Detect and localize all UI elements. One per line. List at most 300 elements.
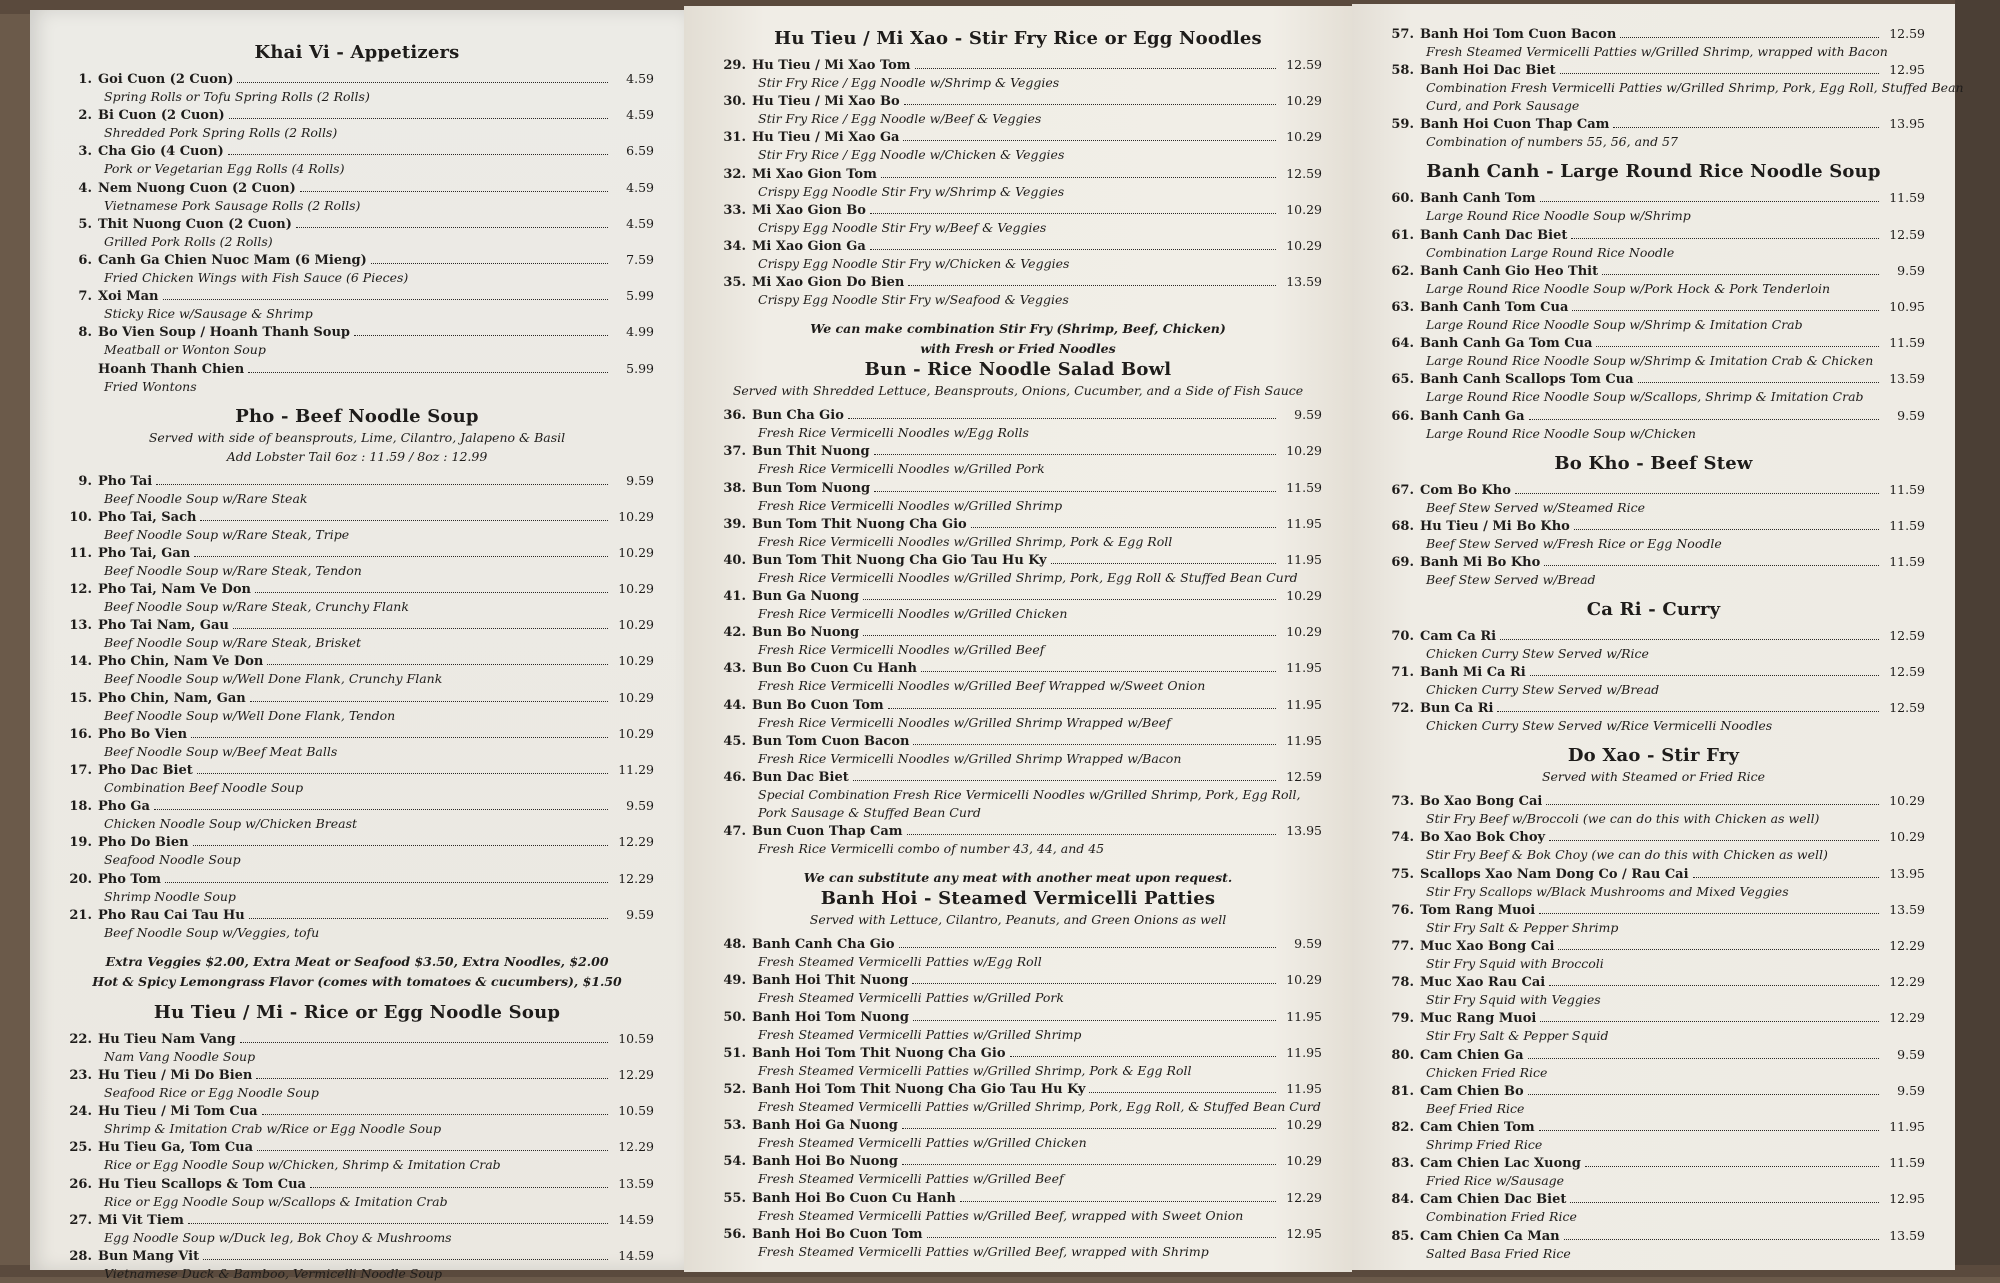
menu-item <box>1382 1228 1925 1263</box>
item-description: Stir Fry Salt & Pepper Squid <box>1426 1028 1609 1044</box>
item-price: 11.59 <box>1889 481 1925 497</box>
dot-leader <box>193 845 608 846</box>
menu-item <box>1382 829 1925 864</box>
dot-leader <box>881 177 1276 178</box>
item-number: 65. <box>1391 372 1414 388</box>
item-price: 9.59 <box>1897 1046 1925 1062</box>
menu-item <box>714 769 1322 822</box>
item-price: 12.59 <box>1286 57 1322 72</box>
item-number: 70. <box>1391 628 1414 644</box>
item-description: Fresh Rice Vermicelli Noodles w/Grilled Shrimp <box>758 497 1063 513</box>
item-name: Hu Tieu / Mi Tom Cua <box>98 1104 258 1120</box>
item-name: Bo Vien Soup / Hoanh Thanh Soup <box>98 325 351 341</box>
dot-leader <box>848 418 1276 419</box>
dot-leader <box>1560 73 1879 74</box>
item-number: 25. <box>69 1140 92 1156</box>
item-number: 83. <box>1391 1156 1414 1172</box>
dot-leader <box>1530 675 1879 676</box>
section-title: Pho - Beef Noodle Soup <box>235 405 479 427</box>
item-description: Stir Fry Salt & Pepper Shrimp <box>1426 919 1619 935</box>
dot-leader <box>853 780 1276 781</box>
item-price: 12.29 <box>1286 1189 1322 1205</box>
item-name: Cam Chien Bo <box>1420 1083 1524 1099</box>
item-description: Rice or Egg Noodle Soup w/Scallops & Imitation Crab <box>104 1193 448 1209</box>
item-description: Stir Fry Squid with Broccoli <box>1426 956 1604 971</box>
item-price: 12.29 <box>618 870 654 886</box>
item-name: Hu Tieu / Mi Xao Ga <box>752 130 900 146</box>
item-number: 30. <box>723 94 746 110</box>
item-description: Fresh Rice Vermicelli Noodles w/Grilled Chicken <box>758 606 1068 622</box>
menu-section <box>1382 26 1964 151</box>
item-name: Hu Tieu Scallops & Tom Cua <box>98 1176 306 1192</box>
menu-item <box>1382 1155 1925 1190</box>
dot-leader <box>1638 382 1879 383</box>
item-description: Shredded Pork Spring Rolls (2 Rolls) <box>104 125 338 141</box>
menu-item <box>714 407 1322 442</box>
dot-leader <box>257 1150 608 1151</box>
item-price: 12.59 <box>1889 700 1925 716</box>
item-description: Chicken Curry Stew Served w/Rice Vermicelli Noodles <box>1426 718 1773 734</box>
menu-item-row <box>714 1045 1322 1062</box>
item-description: Chicken Fried Rice <box>1426 1064 1548 1080</box>
menu-item <box>714 588 1322 623</box>
item-name: Mi Xao Gion Bo <box>752 202 866 218</box>
dot-leader <box>874 491 1276 492</box>
background-right-edge <box>1955 0 2000 1277</box>
dot-leader <box>200 520 608 521</box>
item-price: 10.29 <box>618 581 654 597</box>
dot-leader <box>927 1237 1277 1238</box>
item-number: 61. <box>1391 227 1414 243</box>
item-name: Pho Tai, Sach <box>98 509 197 525</box>
item-number: 80. <box>1391 1047 1414 1063</box>
dot-leader <box>1010 1056 1276 1057</box>
item-name: Banh Mi Ca Ri <box>1420 665 1526 681</box>
item-price: 4.59 <box>626 107 654 123</box>
item-name: Hu Tieu / Mi Do Bien <box>98 1067 253 1083</box>
item-number: 76. <box>1391 902 1414 918</box>
item-description: Stir Fry Rice / Egg Noodle w/Chicken & Veggies <box>758 147 1065 163</box>
dot-leader <box>250 701 608 702</box>
item-price: 4.59 <box>626 71 654 86</box>
menu-item-row <box>714 443 1322 460</box>
item-name: Bun Tom Nuong <box>752 480 871 496</box>
item-name: Banh Canh Scallops Tom Cua <box>1420 372 1634 388</box>
menu-item <box>60 107 654 142</box>
section-title: Ca Ri - Curry <box>1586 598 1721 620</box>
item-description: Fresh Steamed Vermicelli Patties w/Grilled Shrimp, wrapped with Bacon <box>1426 44 1888 59</box>
dot-leader <box>229 118 608 119</box>
dot-leader <box>188 1223 608 1224</box>
item-name: Pho Do Bien <box>98 835 189 851</box>
dot-leader <box>902 1128 1276 1129</box>
item-number: 57. <box>1391 27 1414 42</box>
dot-leader <box>1539 913 1879 914</box>
menu-item-row <box>1382 1047 1925 1064</box>
item-price: 4.59 <box>626 215 654 231</box>
item-description: Large Round Rice Noodle Soup w/Scallops, Shrimp & Imitation Crab <box>1426 389 1864 405</box>
menu-section <box>60 1002 654 1283</box>
item-price: 11.59 <box>1889 517 1925 533</box>
menu-section <box>1382 599 1925 735</box>
menu-item-row <box>714 552 1322 569</box>
item-name: Bun Cha Gio <box>752 408 844 424</box>
dot-leader <box>874 454 1276 455</box>
item-price: 10.29 <box>1286 588 1322 604</box>
item-price: 10.29 <box>1889 793 1925 809</box>
menu-item-row <box>60 1139 654 1156</box>
item-price: 14.59 <box>618 1211 654 1227</box>
menu-item <box>60 288 654 323</box>
menu-item <box>60 798 654 833</box>
item-number: 33. <box>723 202 746 218</box>
item-name: Pho Tai, Nam Ve Don <box>98 582 251 598</box>
dot-leader <box>354 335 608 336</box>
menu-item-list <box>60 473 654 942</box>
menu-item <box>1382 628 1925 663</box>
item-name: Bun Ca Ri <box>1420 701 1494 717</box>
item-price: 11.95 <box>1286 1008 1322 1024</box>
menu-item-row <box>714 480 1322 497</box>
item-name: Bun Mang Vit <box>98 1248 200 1264</box>
item-name: Banh Canh Cha Gio <box>752 937 895 953</box>
menu-item <box>60 216 654 251</box>
dot-leader <box>1540 201 1879 202</box>
item-description: Beef Fried Rice <box>1426 1100 1525 1116</box>
dot-leader <box>296 227 608 228</box>
item-price: 13.59 <box>1889 1227 1925 1243</box>
menu-item-row <box>1382 902 1925 919</box>
dot-leader <box>904 104 1276 105</box>
menu-item-row <box>1382 700 1925 717</box>
dot-leader <box>1540 1021 1879 1022</box>
menu-item-row <box>1382 628 1925 645</box>
dot-leader <box>1515 493 1879 494</box>
menu-item-list <box>60 71 654 396</box>
item-name: Banh Hoi Tom Cuon Bacon <box>1420 27 1617 42</box>
item-description: Egg Noodle Soup w/Duck leg, Bok Choy & Mushrooms <box>104 1229 452 1245</box>
dot-leader <box>1549 840 1879 841</box>
item-description: Beef Noodle Soup w/Well Done Flank, Crunchy Flank <box>104 671 443 687</box>
item-description: Crispy Egg Noodle Stir Fry w/Shrimp & Veggies <box>758 183 1065 199</box>
item-price: 12.29 <box>1889 1010 1925 1026</box>
menu-item-row <box>714 823 1322 840</box>
item-number: 20. <box>69 871 92 887</box>
item-name: Banh Canh Tom Cua <box>1420 299 1569 315</box>
menu-item-row <box>714 660 1322 677</box>
dot-leader <box>921 671 1276 672</box>
item-description: Stir Fry Beef w/Broccoli (we can do this with Chicken as well) <box>1426 811 1820 827</box>
item-number: 84. <box>1391 1192 1414 1208</box>
item-number: 58. <box>1391 63 1414 79</box>
item-number: 37. <box>723 444 746 460</box>
item-name: Hu Tieu / Mi Bo Kho <box>1420 518 1570 534</box>
dot-leader <box>1693 877 1879 878</box>
item-price: 11.95 <box>1889 1118 1925 1134</box>
item-price: 13.95 <box>1889 865 1925 881</box>
item-price: 10.59 <box>618 1030 654 1046</box>
dot-leader <box>163 299 609 300</box>
menu-item <box>714 57 1322 92</box>
item-name: Bun Ga Nuong <box>752 589 860 605</box>
menu-item-row <box>1382 518 1925 535</box>
menu-item <box>60 690 654 725</box>
item-description: Fried Chicken Wings with Fish Sauce (6 Pieces) <box>104 269 409 285</box>
menu-item-row <box>60 1103 654 1120</box>
item-name: Mi Xao Gion Ga <box>752 238 866 254</box>
section-note: Served with side of beansprouts, Lime, Cilantro, Jalapeno & Basil <box>148 429 566 445</box>
item-price: 11.59 <box>1286 479 1322 495</box>
menu-item <box>1382 700 1925 735</box>
section-footer-note: We can make combination Stir Fry (Shrimp, Beef, Chicken) <box>810 321 1226 337</box>
menu-item-row <box>60 581 654 598</box>
item-price: 11.59 <box>1889 1155 1925 1171</box>
item-name: Cam Chien Dac Biet <box>1420 1192 1567 1208</box>
item-description: Fresh Steamed Vermicelli Patties w/Grilled Beef, wrapped with Sweet Onion <box>758 1207 1244 1223</box>
section-note: Served with Lettuce, Cilantro, Peanuts, and Green Onions as well <box>809 912 1227 928</box>
item-name: Nem Nuong Cuon (2 Cuon) <box>98 180 296 196</box>
item-description: Combination Fried Rice <box>1426 1209 1577 1225</box>
item-price: 10.29 <box>1286 1153 1322 1169</box>
menu-item-row <box>714 588 1322 605</box>
menu-item <box>60 361 654 396</box>
section-footer-note: Hot & Spicy Lemongrass Flavor (comes with tomatoes & cucumbers), $1.50 <box>92 973 622 989</box>
item-price: 12.29 <box>1889 938 1925 953</box>
item-description: Fresh Rice Vermicelli combo of number 43, 44, and 45 <box>758 841 1105 857</box>
menu-item <box>1382 371 1925 406</box>
dot-leader <box>1528 1094 1879 1095</box>
item-description: Crispy Egg Noodle Stir Fry w/Seafood & Veggies <box>758 292 1069 308</box>
menu-item-row <box>60 1067 654 1084</box>
section-title: Bun - Rice Noodle Salad Bowl <box>864 359 1172 381</box>
item-price: 12.59 <box>1889 26 1925 41</box>
menu-item <box>1382 227 1925 262</box>
item-price: 10.29 <box>618 544 654 560</box>
menu-item <box>60 324 654 359</box>
menu-item-row <box>60 871 654 888</box>
menu-item <box>714 238 1322 273</box>
menu-item <box>1382 518 1925 553</box>
menu-item-row <box>1382 190 1925 207</box>
item-number: 52. <box>723 1081 746 1097</box>
item-price: 13.59 <box>1286 274 1322 290</box>
menu-item-row <box>714 1081 1322 1098</box>
dot-leader <box>267 664 608 665</box>
menu-item-row <box>60 361 654 378</box>
item-description: Fresh Rice Vermicelli Noodles w/Grilled Pork <box>758 461 1045 477</box>
menu-section <box>1382 161 1925 442</box>
item-number: 5. <box>78 216 92 232</box>
menu-item-list <box>1382 26 1964 151</box>
menu-item <box>60 71 654 106</box>
dot-leader <box>191 737 608 738</box>
dot-leader <box>1089 1092 1276 1093</box>
item-price: 10.29 <box>618 508 654 524</box>
dot-leader <box>1539 1130 1879 1131</box>
dot-leader <box>1528 1058 1879 1059</box>
item-description: Stir Fry Squid with Veggies <box>1426 992 1601 1008</box>
menu-item-list <box>714 407 1322 858</box>
item-description: Beef Noodle Soup w/Rare Steak, Brisket <box>104 635 361 651</box>
menu-item-row <box>60 798 654 815</box>
menu-item-list <box>714 936 1322 1261</box>
item-name: Pho Ga <box>98 799 150 815</box>
section-title: Hu Tieu / Mi - Rice or Egg Noodle Soup <box>153 1001 561 1023</box>
item-description: Stir Fry Rice / Egg Noodle w/Shrimp & Veggies <box>758 75 1060 90</box>
menu-item-row <box>1382 116 1925 133</box>
section-title: Do Xao - Stir Fry <box>1567 745 1740 767</box>
item-price: 10.29 <box>618 617 654 633</box>
item-price: 10.29 <box>1286 129 1322 145</box>
menu-item <box>1382 299 1925 334</box>
menu-item-row <box>714 57 1322 74</box>
item-name: Bun Bo Nuong <box>752 625 860 641</box>
menu-item <box>60 726 654 761</box>
menu-item <box>60 1139 654 1174</box>
section-title: Banh Hoi - Steamed Vermicelli Patties <box>820 888 1216 910</box>
menu-item <box>1382 116 1925 151</box>
menu-item-row <box>714 407 1322 424</box>
item-price: 9.59 <box>626 906 654 922</box>
menu-item-row <box>1382 974 1925 991</box>
item-description: Beef Noodle Soup w/Rare Steak, Tripe <box>104 526 350 542</box>
item-price: 13.95 <box>1889 116 1925 132</box>
dot-leader <box>194 556 608 557</box>
item-number: 66. <box>1391 408 1414 424</box>
item-description: Chicken Curry Stew Served w/Bread <box>1426 682 1660 698</box>
menu-item-row <box>60 71 654 88</box>
item-name: Goi Cuon (2 Cuon) <box>98 72 234 87</box>
item-number: 81. <box>1391 1083 1414 1099</box>
item-price: 10.29 <box>1286 624 1322 640</box>
item-price: 11.95 <box>1286 660 1322 676</box>
menu-section <box>1382 745 1925 1262</box>
menu-item-row <box>1382 26 1925 43</box>
item-name: Banh Hoi Tom Nuong <box>752 1009 909 1025</box>
item-description: Fresh Steamed Vermicelli Patties w/Egg Roll <box>758 954 1042 970</box>
menu-item-row <box>714 1009 1322 1026</box>
item-name: Mi Vit Tiem <box>98 1212 184 1228</box>
item-name: Muc Rang Muoi <box>1420 1011 1537 1027</box>
item-name: Hu Tieu / Mi Xao Bo <box>752 94 900 110</box>
menu-item <box>1382 1083 1925 1118</box>
item-price: 10.29 <box>1286 1117 1322 1133</box>
item-description: Fresh Rice Vermicelli Noodles w/Grilled Shrimp Wrapped w/Bacon <box>758 750 1182 766</box>
dot-leader <box>915 68 1276 69</box>
item-name: Banh Hoi Dac Biet <box>1420 63 1556 79</box>
menu-item-row <box>1382 335 1925 352</box>
menu-item <box>60 509 654 544</box>
item-number: 6. <box>78 252 92 268</box>
item-name: Banh Hoi Bo Cuon Cu Hanh <box>752 1190 956 1206</box>
dot-leader <box>256 1078 608 1079</box>
item-price: 11.29 <box>618 762 654 777</box>
item-number: 46. <box>723 770 746 785</box>
item-name: Hu Tieu Ga, Tom Cua <box>98 1140 254 1156</box>
dot-leader <box>960 1201 1276 1202</box>
menu-item <box>60 617 654 652</box>
menu-item <box>1382 26 1925 61</box>
item-number: 28. <box>69 1248 92 1264</box>
item-number: 43. <box>723 661 746 677</box>
menu-item <box>60 1176 654 1211</box>
menu-item <box>714 1045 1322 1080</box>
item-price: 10.29 <box>1286 201 1322 217</box>
dot-leader <box>233 628 608 629</box>
item-number: 68. <box>1391 518 1414 534</box>
item-price: 12.59 <box>1889 226 1925 242</box>
item-price: 12.95 <box>1889 1191 1925 1207</box>
menu-item-row <box>60 653 654 670</box>
menu-item-row <box>60 216 654 233</box>
item-description: Crispy Egg Noodle Stir Fry w/Beef & Veggies <box>758 219 1047 235</box>
item-name: Pho Dac Biet <box>98 763 193 778</box>
item-number: 60. <box>1391 191 1414 207</box>
menu-item-row <box>60 1212 654 1229</box>
item-description: Shrimp & Imitation Crab w/Rice or Egg Noodle Soup <box>104 1121 442 1137</box>
item-name: Banh Hoi Thit Nuong <box>752 973 909 989</box>
item-description: Large Round Rice Noodle Soup w/Shrimp & Imitation Crab <box>1426 316 1803 332</box>
item-number: 44. <box>723 697 746 713</box>
item-description: Fried Wontons <box>104 378 197 394</box>
item-description: Combination Large Round Rice Noodle <box>1426 244 1675 260</box>
item-name: Cam Chien Ga <box>1420 1047 1524 1063</box>
menu-item-row <box>60 690 654 707</box>
item-name: Cam Chien Lac Xuong <box>1420 1156 1581 1172</box>
item-number: 2. <box>78 108 92 124</box>
item-description: Fried Rice w/Sausage <box>1426 1173 1565 1189</box>
dot-leader <box>237 82 608 83</box>
item-description: Fresh Rice Vermicelli Noodles w/Grilled Shrimp Wrapped w/Beef <box>758 714 1171 730</box>
item-number: 63. <box>1391 299 1414 315</box>
menu-item <box>714 202 1322 237</box>
dot-leader <box>203 1259 608 1260</box>
item-description: Vietnamese Pork Sausage Rolls (2 Rolls) <box>104 197 361 213</box>
item-name: Xoi Man <box>98 289 159 305</box>
item-description: Pork Sausage & Stuffed Bean Curd <box>758 805 981 820</box>
section-note: Served with Steamed or Fried Rice <box>1541 769 1766 785</box>
menu-item-row <box>714 202 1322 219</box>
dot-leader <box>300 191 608 192</box>
item-number: 75. <box>1391 866 1414 882</box>
item-name: Pho Tom <box>98 871 162 887</box>
dot-leader <box>907 834 1276 835</box>
item-description: Large Round Rice Noodle Soup w/Shrimp <box>1426 208 1691 224</box>
item-price: 13.95 <box>1286 823 1322 839</box>
menu-item-row <box>714 1226 1322 1243</box>
item-price: 9.59 <box>1294 936 1322 952</box>
item-name: Canh Ga Chien Nuoc Mam (6 Mieng) <box>98 252 367 268</box>
menu-item <box>60 545 654 580</box>
item-number: 56. <box>723 1226 746 1242</box>
menu-item <box>714 624 1322 659</box>
menu-section <box>714 359 1322 888</box>
item-number: 39. <box>723 516 746 532</box>
item-number: 23. <box>69 1067 92 1083</box>
item-number: 29. <box>723 58 746 73</box>
menu-item <box>1382 664 1925 699</box>
menu-item-row <box>1382 1010 1925 1027</box>
menu-item-row <box>1382 829 1925 846</box>
item-number: 74. <box>1391 830 1414 846</box>
menu-item <box>60 1212 654 1247</box>
menu-item <box>714 972 1322 1007</box>
item-description: Sticky Rice w/Sausage & Shrimp <box>104 306 313 322</box>
menu-item <box>60 143 654 178</box>
menu-item-row <box>1382 1155 1925 1172</box>
dot-leader <box>912 983 1276 984</box>
item-name: Bi Cuon (2 Cuon) <box>98 108 225 124</box>
